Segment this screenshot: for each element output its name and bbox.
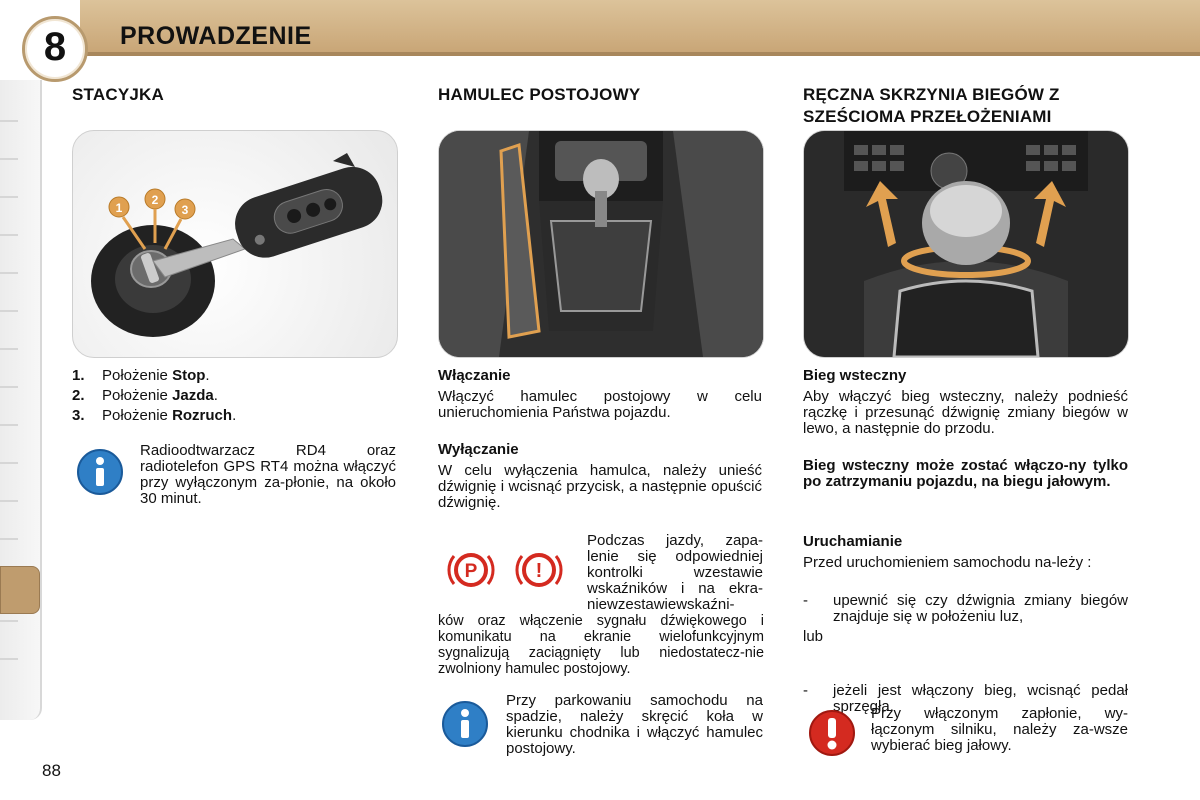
brake-on-text: Włączyć hamulec postojowy w celu unieruchomienia Państwa pojazdu. <box>438 388 762 421</box>
sidebar-tab-mark <box>0 424 18 426</box>
sidebar-tab-mark <box>0 310 18 312</box>
list-item: 2. Położenie Jazda. <box>72 387 218 404</box>
brake-warning-continued: ków oraz włączenie sygnału dźwiękowego i komunikatu na ekranie wielofunkcyjnym sygnalizują zaciągnięty lub niedostatecz-nie zwolniony hamulec postojowy. <box>438 613 764 677</box>
sidebar-tab-mark <box>0 196 18 198</box>
position-marker-3 <box>175 199 195 219</box>
gearbox-heading: RĘCZNA SKRZYNIA BIEGÓW Z SZEŚCIOMA PRZEŁOŻENIAMI <box>803 85 1060 126</box>
or-label: lub <box>803 628 824 645</box>
gear-lever-figure <box>803 130 1129 358</box>
svg-text:P: P <box>464 561 478 582</box>
page-number: 88 <box>42 761 61 780</box>
starting-check-1: - upewnić się czy dźwignia zmiany biegów znajduje się w położeniu luz, <box>803 592 1128 625</box>
parking-brake-figure <box>438 130 764 358</box>
slope-parking-note: Przy parkowaniu samochodu na spadzie, należy skręcić koła w kierunku chodnika i włączyć hamulec postojowy. <box>506 692 763 757</box>
radio-info-note: Radioodtwarzacz RD4 oraz radiotelefon GPS RT4 można włączyć przy wyłączonym za-płonie, na około 30 minut. <box>140 442 396 507</box>
chapter-tabs-sidebar <box>0 80 42 720</box>
ignition-key-figure <box>72 130 398 358</box>
brake-alert-lamp-icon <box>514 548 564 592</box>
sidebar-tab-mark <box>0 462 18 464</box>
warning-icon <box>808 709 856 757</box>
position-marker-1 <box>109 197 129 217</box>
sidebar-tab-mark <box>0 272 18 274</box>
sidebar-tab-mark <box>0 348 18 350</box>
brake-off-text: W celu wyłączenia hamulca, należy unieść dźwignię i wcisnąć przycisk, a następnie opuścić dźwignię. <box>438 462 762 511</box>
position-marker-2 <box>145 189 165 209</box>
chapter-badge <box>22 16 88 82</box>
position-label-3: 3 <box>181 203 189 217</box>
position-label-2: 2 <box>151 193 159 207</box>
brake-on-title: Włączanie <box>438 367 511 384</box>
parking-brake-warning-lamp-icon <box>446 548 496 592</box>
svg-text:!: ! <box>535 560 543 582</box>
reverse-gear-warning: Bieg wsteczny może zostać włączo-ny tylko po zatrzymaniu pojazdu, na biegu jałowym. <box>803 457 1128 490</box>
ignition-heading: STACYJKA <box>72 85 164 104</box>
chapter-header <box>0 0 1200 69</box>
ignition-positions <box>72 368 396 428</box>
brake-warning-lines: Podczas jazdy, zapa- lenie się odpowiedniej kontrolki wzestawie wskaźników i na ekra- niewzestawiewskaźni- <box>587 532 763 613</box>
sidebar-tab-mark <box>0 120 18 122</box>
starting-title: Uruchamianie <box>803 533 903 550</box>
sidebar-tab-mark <box>0 620 18 622</box>
sidebar-tab-mark <box>0 234 18 236</box>
info-icon <box>76 448 124 496</box>
starting-check-2: - jeżeli jest włączony bieg, wcisnąć pedał sprzęgła. <box>803 682 1128 715</box>
sidebar-tab-mark <box>0 658 18 660</box>
info-icon <box>441 700 489 748</box>
header-divider <box>80 52 1200 56</box>
starting-intro: Przed uruchomieniem samochodu na-leży : <box>803 554 1092 571</box>
position-label-1: 1 <box>115 201 123 215</box>
sidebar-tab-mark <box>0 386 18 388</box>
sidebar-tab-mark <box>0 158 18 160</box>
parking-brake-heading: HAMULEC POSTOJOWY <box>438 85 641 104</box>
sidebar-tab-mark <box>0 538 18 540</box>
active-chapter-tab <box>0 566 40 614</box>
reverse-gear-text: Aby włączyć bieg wsteczny, należy podnieść rączkę i przesunąć dźwignię zmiany biegów w lewo, a następnie do przodu. <box>803 388 1128 437</box>
brake-off-title: Wyłączanie <box>438 441 519 458</box>
page-title: PROWADZENIE <box>120 22 312 50</box>
list-item: 1. Położenie Stop. <box>72 367 210 384</box>
neutral-gear-warning: Przy włączonym zapłonie, wy-łączonym silniku, należy za-wsze wybierać bieg jałowy. <box>871 705 1128 754</box>
reverse-gear-title: Bieg wsteczny <box>803 367 907 384</box>
chapter-number: 8 <box>43 25 67 69</box>
sidebar-tab-mark <box>0 500 18 502</box>
list-item: 3. Położenie Rozruch. <box>72 407 237 424</box>
